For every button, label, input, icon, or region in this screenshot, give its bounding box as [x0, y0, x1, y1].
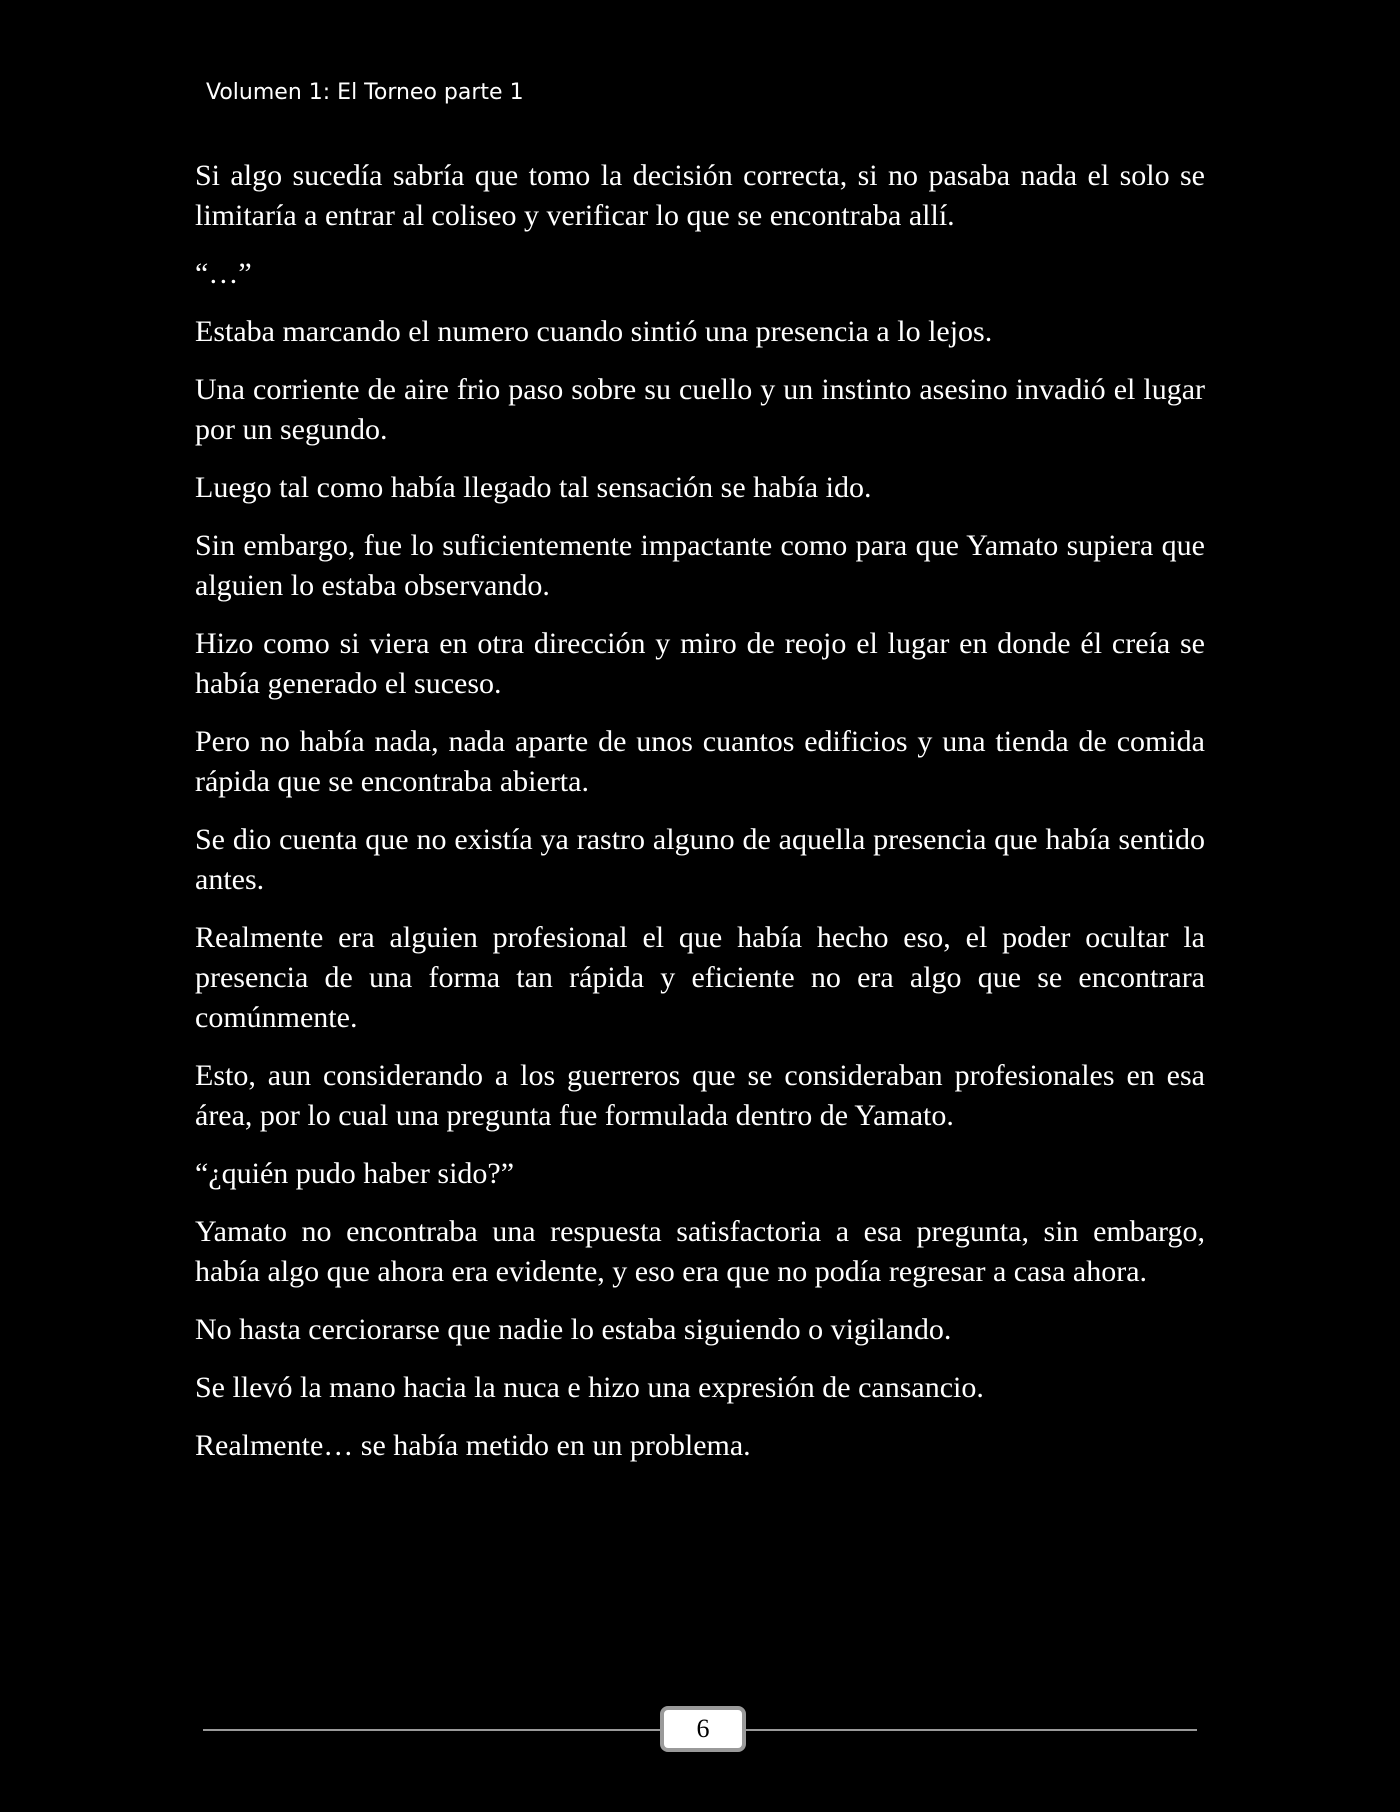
- paragraph: “…”: [195, 257, 252, 290]
- paragraph: Se llevó la mano hacia la nuca e hizo una expresión de cansancio.: [195, 1371, 984, 1404]
- paragraph: “¿quién pudo haber sido?”: [195, 1157, 515, 1190]
- page-body: [195, 156, 1205, 1484]
- paragraph: Si algo sucedía sabría que tomo la decisión correcta, si no pasaba nada el solo se limitaría a entrar al coliseo y verificar lo que se encontraba allí.: [195, 159, 1205, 232]
- page-number: 6: [696, 1714, 710, 1743]
- paragraph: Hizo como si viera en otra dirección y miro de reojo el lugar en donde él creía se había generado el suceso.: [195, 627, 1205, 700]
- running-header: Volumen 1: El Torneo parte 1: [206, 80, 524, 105]
- paragraph: Esto, aun considerando a los guerreros que se consideraban profesionales en esa área, por lo cual una pregunta fue formulada dentro de Yamato.: [195, 1059, 1205, 1132]
- paragraph: Realmente… se había metido en un problema.: [195, 1429, 751, 1462]
- paragraph: Estaba marcando el numero cuando sintió una presencia a lo lejos.: [195, 315, 993, 348]
- paragraph: Se dio cuenta que no existía ya rastro alguno de aquella presencia que había sentido antes.: [195, 823, 1205, 896]
- page-number-box: [660, 1706, 746, 1752]
- paragraph: Sin embargo, fue lo suficientemente impactante como para que Yamato supiera que alguien lo estaba observando.: [195, 529, 1205, 602]
- paragraph: Realmente era alguien profesional el que había hecho eso, el poder ocultar la presencia de una forma tan rápida y eficiente no era algo que se encontrara comúnmente.: [195, 921, 1205, 1034]
- paragraph: Una corriente de aire frio paso sobre su cuello y un instinto asesino invadió el lugar por un segundo.: [195, 373, 1205, 446]
- paragraph: No hasta cerciorarse que nadie lo estaba siguiendo o vigilando.: [195, 1313, 952, 1346]
- paragraph: Yamato no encontraba una respuesta satisfactoria a esa pregunta, sin embargo, había algo que ahora era evidente, y eso era que no podía regresar a casa ahora.: [195, 1215, 1205, 1288]
- paragraph: Pero no había nada, nada aparte de unos cuantos edificios y una tienda de comida rápida que se encontraba abierta.: [195, 725, 1205, 798]
- paragraph: Luego tal como había llegado tal sensación se había ido.: [195, 471, 872, 504]
